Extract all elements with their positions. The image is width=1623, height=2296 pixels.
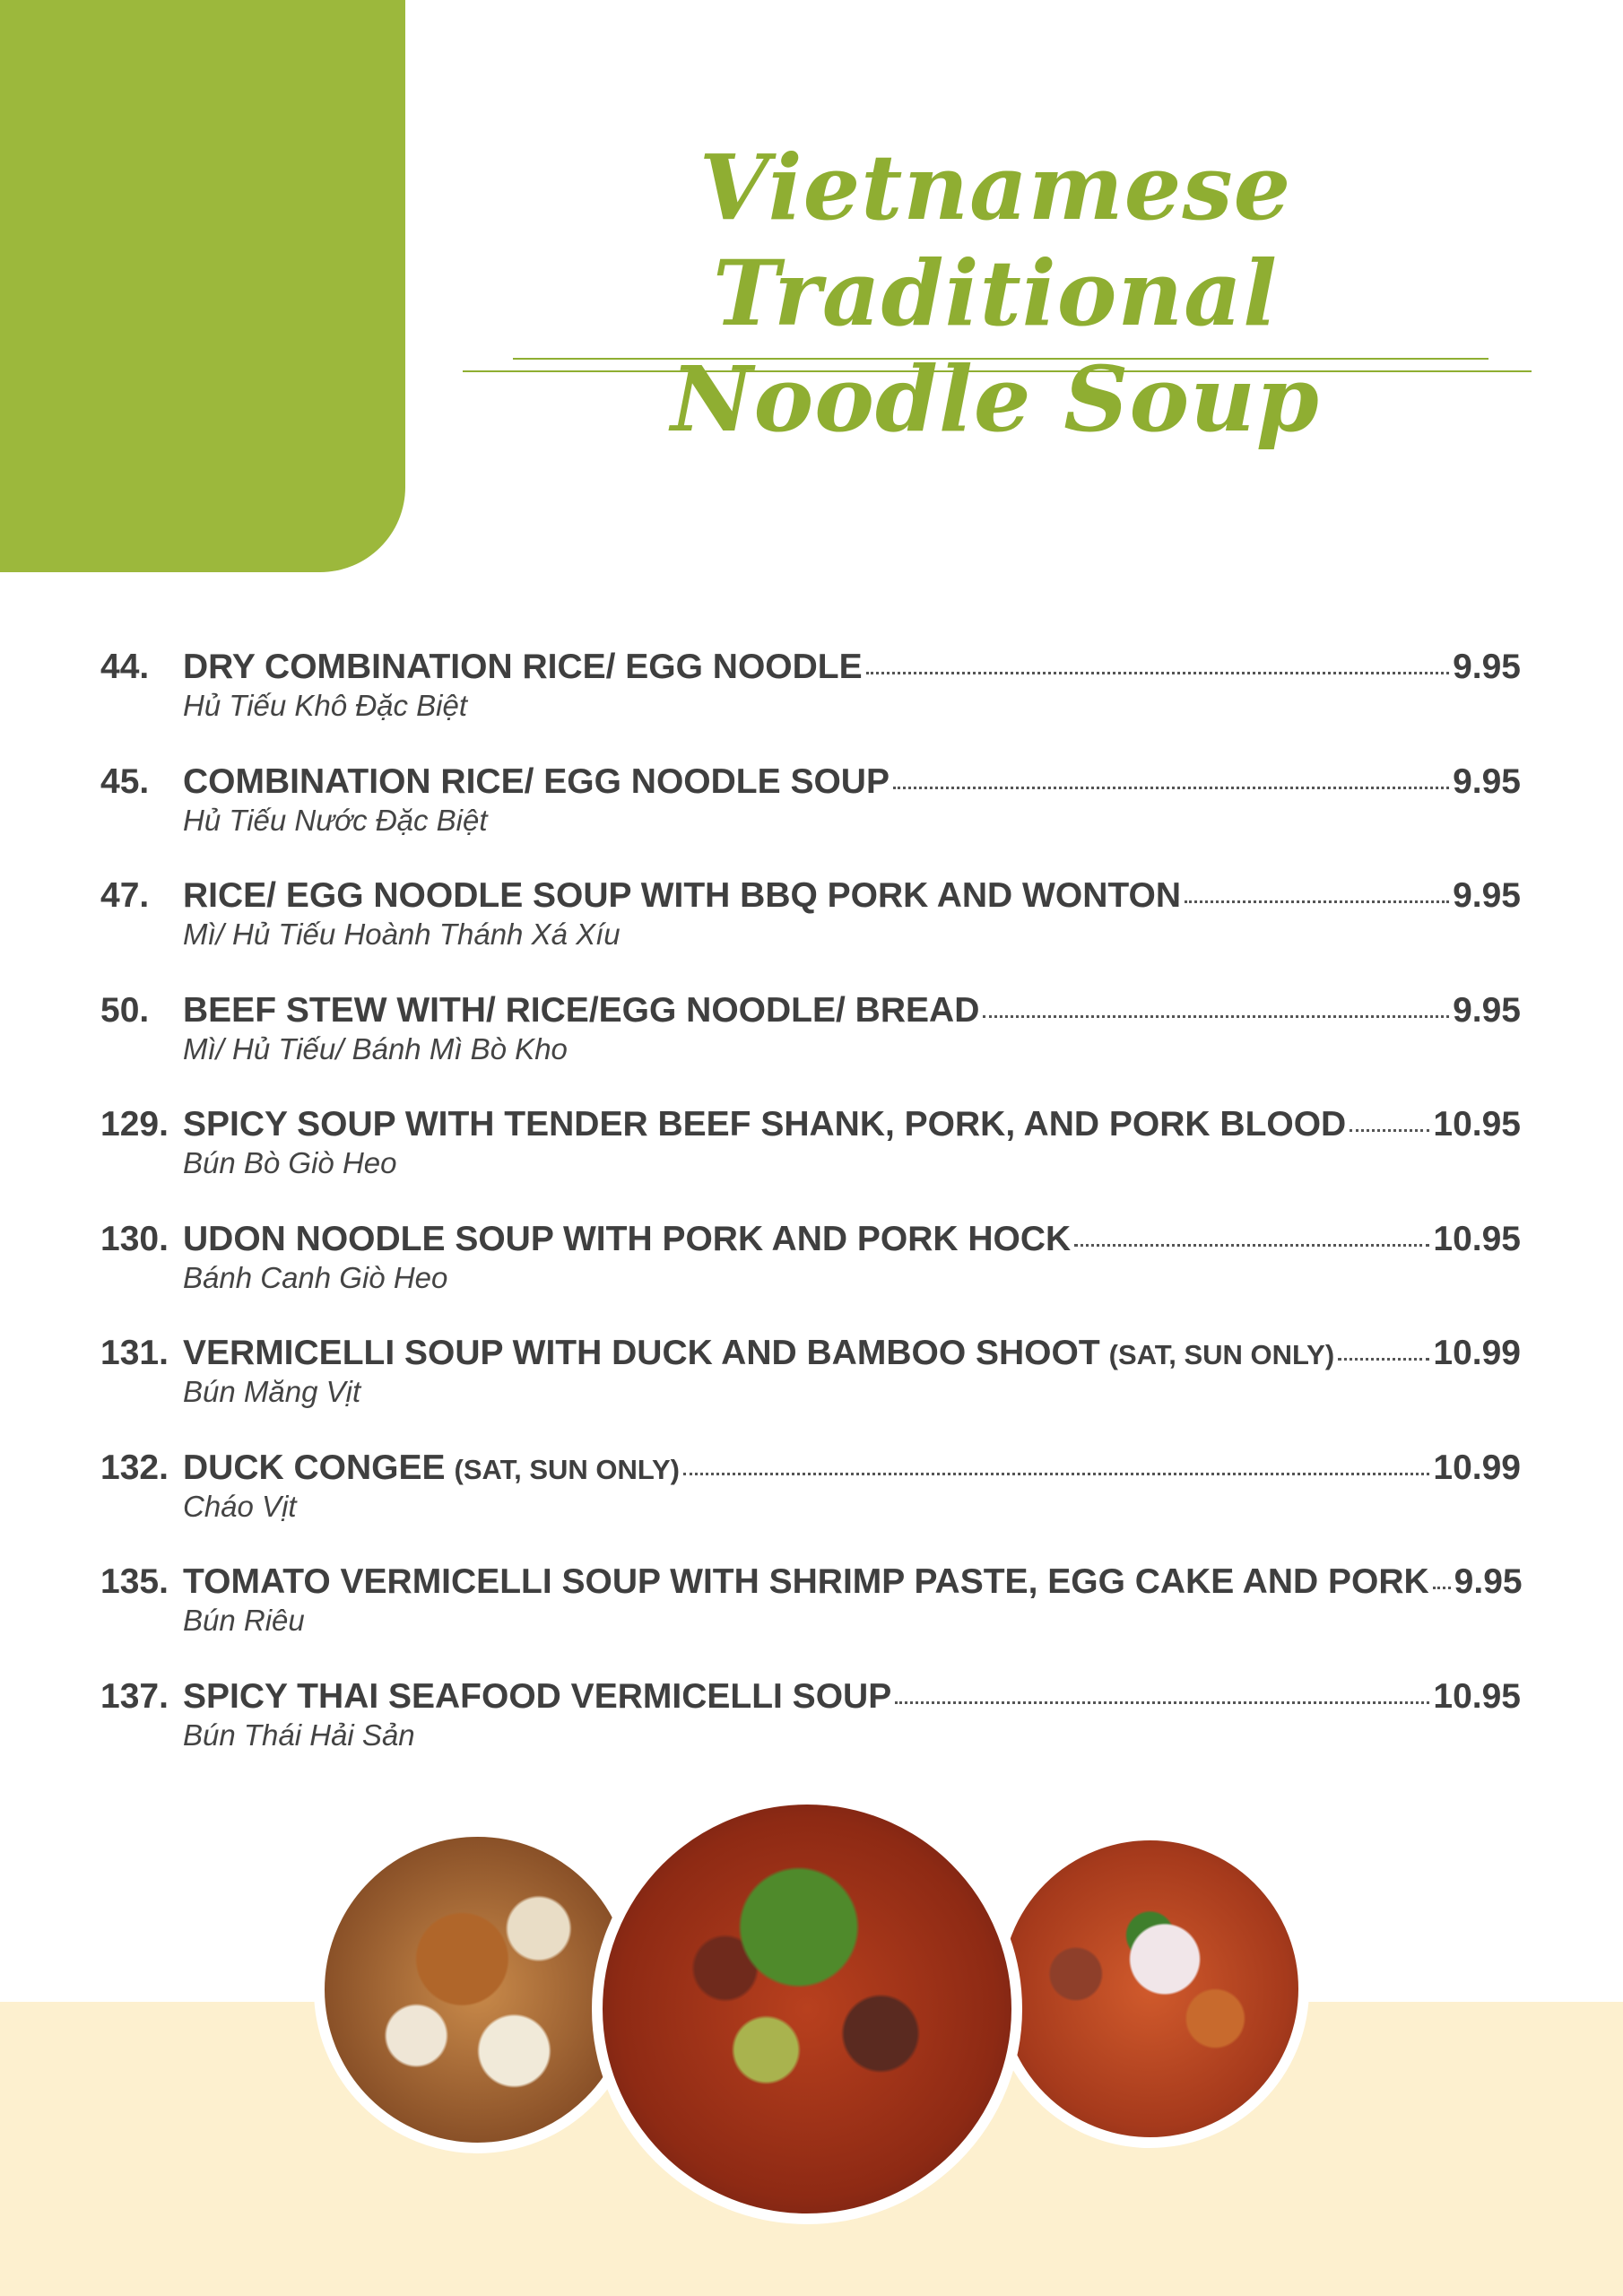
item-number: 132. xyxy=(100,1448,169,1487)
item-name: BEEF STEW WITH/ RICE/EGG NOODLE/ BREAD xyxy=(183,990,980,1030)
item-number: 44. xyxy=(100,648,150,686)
item-number: 129. xyxy=(100,1105,169,1144)
menu-item-50 xyxy=(100,991,1521,1106)
item-number: 135. xyxy=(100,1562,169,1601)
menu-item-135 xyxy=(100,1562,1521,1677)
item-price: 10.95 xyxy=(1433,1219,1521,1258)
menu-item-130 xyxy=(100,1220,1521,1335)
item-vietnamese-name: Cháo Vịt xyxy=(183,1489,297,1523)
item-vietnamese-name: Bún Riêu xyxy=(183,1604,305,1637)
item-name: VERMICELLI SOUP WITH DUCK AND BAMBOO SHOOT xyxy=(183,1334,1100,1372)
item-number: 47. xyxy=(100,876,150,915)
spicy-beef-soup-photo xyxy=(592,1794,1022,2224)
dot-leader xyxy=(893,787,1449,789)
item-vietnamese-name: Bánh Canh Giò Heo xyxy=(183,1260,448,1294)
item-number: 45. xyxy=(100,761,150,801)
item-vietnamese-name: Bún Măng Vịt xyxy=(183,1375,361,1408)
item-price: 10.95 xyxy=(1433,1105,1521,1144)
item-price: 9.95 xyxy=(1454,1562,1523,1601)
dot-leader xyxy=(866,672,1449,674)
item-number: 137. xyxy=(100,1676,169,1716)
item-price: 9.95 xyxy=(1453,648,1521,686)
item-vietnamese-name: Bún Bò Giò Heo xyxy=(183,1146,397,1179)
item-price: 10.99 xyxy=(1433,1448,1521,1487)
dot-leader xyxy=(1338,1358,1429,1361)
item-price: 10.95 xyxy=(1433,1676,1521,1716)
item-vietnamese-name: Bún Thái Hải Sản xyxy=(183,1718,415,1752)
item-number: 131. xyxy=(100,1334,169,1372)
dot-leader xyxy=(983,1015,1449,1018)
item-name: DRY COMBINATION RICE/ EGG NOODLE xyxy=(183,648,863,686)
item-price: 10.99 xyxy=(1433,1334,1521,1372)
item-availability-note: (SAT, SUN ONLY) xyxy=(454,1453,680,1485)
item-vietnamese-name: Mì/ Hủ Tiếu/ Bánh Mì Bò Kho xyxy=(183,1031,568,1065)
menu-item-44 xyxy=(100,648,1521,762)
item-number: 130. xyxy=(100,1219,169,1258)
title-underline-top xyxy=(513,358,1488,360)
menu-item-132 xyxy=(100,1448,1521,1563)
item-name: RICE/ EGG NOODLE SOUP WITH BBQ PORK AND WONTON xyxy=(183,876,1181,915)
item-price: 9.95 xyxy=(1453,876,1521,915)
title-line-1: Vietnamese Traditional xyxy=(699,135,1292,346)
menu-item-129 xyxy=(100,1105,1521,1220)
dot-leader xyxy=(1185,900,1449,903)
title-line-2: Noodle Soup xyxy=(671,346,1320,452)
item-availability-note: (SAT, SUN ONLY) xyxy=(1108,1339,1335,1370)
item-name: COMBINATION RICE/ EGG NOODLE SOUP xyxy=(183,761,890,801)
item-name: DUCK CONGEE xyxy=(183,1448,446,1487)
corner-accent-block xyxy=(0,0,405,572)
menu-list xyxy=(100,648,1521,1791)
menu-item-47 xyxy=(100,876,1521,991)
page-title xyxy=(457,135,1533,452)
item-vietnamese-name: Mì/ Hủ Tiếu Hoành Thánh Xá Xíu xyxy=(183,918,621,951)
item-name: UDON NOODLE SOUP WITH PORK AND PORK HOCK xyxy=(183,1219,1072,1258)
menu-item-45 xyxy=(100,762,1521,877)
item-name: SPICY SOUP WITH TENDER BEEF SHANK, PORK, AND PORK BLOOD xyxy=(183,1105,1347,1144)
dot-leader xyxy=(1350,1129,1429,1132)
dot-leader xyxy=(1074,1244,1429,1247)
dot-leader xyxy=(1433,1587,1451,1589)
menu-item-137 xyxy=(100,1677,1521,1792)
item-name: SPICY THAI SEAFOOD VERMICELLI SOUP xyxy=(183,1676,892,1716)
item-price: 9.95 xyxy=(1453,761,1521,801)
item-name: TOMATO VERMICELLI SOUP WITH SHRIMP PASTE, EGG CAKE AND PORK xyxy=(183,1562,1429,1601)
dot-leader xyxy=(895,1701,1429,1704)
dot-leader xyxy=(683,1473,1429,1475)
title-underline-bottom xyxy=(463,370,1532,372)
item-number: 50. xyxy=(100,990,150,1030)
item-price: 9.95 xyxy=(1453,990,1521,1030)
menu-item-131 xyxy=(100,1334,1521,1448)
item-vietnamese-name: Hủ Tiếu Khô Đặc Biệt xyxy=(183,689,468,722)
item-vietnamese-name: Hủ Tiếu Nước Đặc Biệt xyxy=(183,803,488,837)
tomato-vermicelli-photo xyxy=(991,1830,1309,2148)
